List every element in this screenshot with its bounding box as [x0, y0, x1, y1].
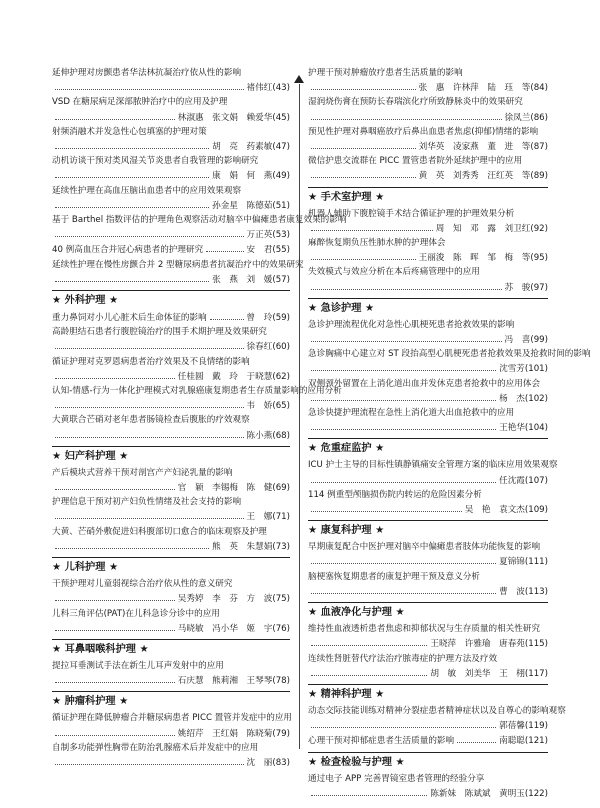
- toc-entry-page: (71): [272, 512, 290, 523]
- toc-entry-line: [308, 473, 548, 488]
- toc-entry-line: [308, 420, 548, 435]
- toc-entry-title: VSD 在糖尿病足深部脓肿治疗中的应用及护理: [52, 97, 228, 108]
- toc-entry-authors: 王丽浚 陈 晖 邹 梅 等: [418, 253, 531, 264]
- section-heading: ★ 精神科护理 ★: [308, 688, 385, 700]
- toc-entry-line: [52, 369, 290, 384]
- toc-entry[interactable]: [308, 488, 548, 517]
- toc-entry-line: [52, 726, 290, 741]
- toc-entry-line: [52, 621, 290, 636]
- section-divider: [52, 691, 290, 692]
- toc-entry[interactable]: [52, 711, 293, 740]
- toc-entry-authors: 张 惠 许林萍 陆 珏 等: [418, 83, 531, 94]
- toc-entry-page: (84): [530, 83, 548, 94]
- toc-entry-authors: 官 颖 李锡梅 陈 健: [177, 483, 273, 494]
- dot-leader: [311, 420, 496, 430]
- toc-entry[interactable]: [52, 355, 290, 384]
- toc-entry-line: [308, 733, 548, 748]
- toc-entry-authors: 苏 骏: [504, 282, 531, 293]
- toc-entry-line: [52, 110, 290, 125]
- toc-entry[interactable]: [308, 458, 558, 487]
- dot-leader: [210, 310, 244, 320]
- toc-entry-page: (79): [272, 728, 290, 739]
- dot-leader: [311, 584, 496, 594]
- toc-entry-authors: 冯 喜: [504, 335, 531, 346]
- toc-entry[interactable]: [52, 213, 347, 242]
- toc-entry-page: (73): [272, 541, 290, 552]
- dot-leader: [55, 80, 244, 90]
- section-heading: ★ 手术室护理 ★: [308, 191, 385, 203]
- dot-leader: [55, 726, 175, 736]
- toc-entry-page: (59): [272, 313, 290, 324]
- toc-entry-authors: 夏锦锦: [499, 557, 525, 568]
- toc-entry[interactable]: [52, 154, 290, 183]
- toc-right-column: [308, 66, 591, 801]
- toc-entry-authors: 褚伟红: [246, 83, 273, 94]
- toc-entry-title: 动态交际技能训练对精神分裂症患者精神症状以及自尊心的影响观察: [308, 705, 566, 716]
- toc-entry-line: [308, 332, 548, 347]
- toc-entry-line: [52, 80, 290, 95]
- toc-entry-title: 产后模块式营养干预对剖宫产产妇泌乳量的影响: [52, 467, 233, 478]
- toc-entry-page: (95): [530, 253, 548, 264]
- toc-entry[interactable]: [308, 318, 548, 347]
- toc-entry-authors: 康 娟 何 燕: [212, 171, 273, 182]
- section-heading: ★ 血液净化与护理 ★: [308, 607, 405, 619]
- toc-entry-line: [308, 221, 548, 236]
- toc-entry-line: [52, 227, 290, 242]
- dot-leader: [311, 280, 502, 290]
- toc-entry-title: 连续性肾脏替代疗法治疗脓毒症的护理方法及疗效: [308, 653, 498, 664]
- toc-entry-line: [308, 139, 548, 154]
- dot-leader: [311, 391, 496, 401]
- toc-entry-line: [52, 539, 290, 554]
- toc-entry-authors: 张 燕 刘 媛: [212, 274, 273, 285]
- toc-entry-page: (75): [272, 594, 290, 605]
- dot-leader: [55, 539, 209, 549]
- dot-leader: [55, 509, 244, 519]
- toc-entry-authors: 南聪聪: [499, 736, 525, 747]
- up-arrow-icon: [294, 75, 304, 83]
- toc-entry[interactable]: [52, 384, 342, 413]
- toc-entry[interactable]: [308, 125, 548, 154]
- toc-entry-title: 双侧颈外留置在上消化道出血并发休克患者抢救中的应用体会: [308, 378, 541, 389]
- dot-leader: [311, 718, 496, 728]
- toc-entry[interactable]: [308, 622, 548, 651]
- section-divider: [308, 602, 548, 603]
- toc-entry-title: 护理信息干预对初产妇负性情绪及社会支持的影响: [52, 497, 242, 508]
- toc-entry-title: 自制多功能弹性胸带在防治乳腺癌术后并发症中的应用: [52, 742, 259, 753]
- toc-entry-page: (86): [530, 112, 548, 123]
- toc-entry-authors: 王晓萍 许雅瑜 唐春苑: [430, 639, 525, 650]
- toc-entry-title: 机器人辅助下腹腔镜手术结合循证护理的护理效果分析: [308, 208, 515, 219]
- toc-entry-line: [308, 554, 548, 569]
- toc-entry-authors: 任沈霞: [499, 475, 525, 486]
- toc-entry-title: 延伸护理对房颤患者华法林抗凝治疗依从性的影响: [52, 68, 242, 78]
- toc-entry-page: (122): [524, 788, 548, 799]
- toc-entry-page: (47): [272, 142, 290, 153]
- toc-entry-title: 延续性护理在慢性房颤合并 2 型糖尿病患者抗凝治疗中的效果研究: [52, 259, 304, 270]
- toc-entry-line: [52, 310, 290, 325]
- toc-entry-page: (65): [272, 401, 290, 412]
- section-heading: ★ 康复科护理 ★: [308, 525, 385, 537]
- toc-entry-authors: 胡 亮 药素敏: [212, 142, 273, 153]
- toc-entry-title: 心理干预对抑郁症患者生活质量的影响: [308, 736, 455, 747]
- section-divider: [52, 290, 290, 291]
- dot-leader: [311, 139, 416, 149]
- toc-entry-authors: 沈雪芳: [499, 364, 525, 375]
- toc-entry-authors: 韦 娇: [246, 401, 273, 412]
- section-heading: ★ 肿瘤科护理 ★: [52, 696, 129, 708]
- toc-entry[interactable]: [52, 495, 290, 524]
- toc-entry[interactable]: [308, 236, 548, 265]
- section-divider: [52, 446, 290, 447]
- toc-entry[interactable]: [308, 265, 548, 294]
- dot-leader: [55, 369, 175, 379]
- toc-entry[interactable]: [308, 154, 548, 183]
- toc-entry[interactable]: [308, 207, 548, 236]
- toc-entry-title: 急诊护理流程优化对急性心肌梗死患者抢救效果的影响: [308, 319, 515, 330]
- toc-entry-line: [308, 636, 548, 651]
- dot-leader: [55, 673, 175, 683]
- toc-entry-title: 早期康复配合中医护理对脑卒中偏瘫患者肢体功能恢复的影响: [308, 542, 541, 553]
- toc-entry-line: [308, 666, 548, 681]
- dot-leader: [311, 666, 427, 676]
- dot-leader: [55, 480, 175, 490]
- toc-entry-title: 循证护理在降低肿瘤合并糖尿病患者 PICC 置管并发症中的应用: [52, 713, 293, 724]
- toc-entry-page: (45): [272, 112, 290, 123]
- toc-entry-page: (60): [272, 342, 290, 353]
- toc-entry-title: 失效模式与效应分析在本后疼痛管理中的应用: [308, 267, 480, 278]
- toc-entry-title: 大黄、芒硝外敷促进妇科腹部切口愈合的临床观察及护理: [52, 526, 267, 537]
- toc-entry-line: [308, 280, 548, 295]
- section-heading: ★ 妇产科护理 ★: [52, 450, 129, 462]
- toc-entry-authors: 曹 波: [499, 586, 525, 597]
- toc-entry-page: (87): [530, 142, 548, 153]
- section-heading: ★ 危重症监护 ★: [308, 443, 385, 455]
- toc-entry-page: (43): [272, 83, 290, 94]
- toc-entry-authors: 石庆慧 熊莉湘 王琴琴: [177, 676, 273, 687]
- toc-entry-page: (117): [524, 668, 548, 679]
- toc-entry-page: (78): [272, 676, 290, 687]
- toc-entry-page: (119): [524, 721, 548, 732]
- dot-leader: [55, 110, 175, 120]
- dot-leader: [457, 733, 496, 743]
- toc-entry-page: (102): [524, 393, 548, 404]
- dot-leader: [311, 361, 496, 371]
- toc-entry-page: (101): [524, 364, 548, 375]
- toc-entry-title: 射频消融术并发急性心包填塞的护理对策: [52, 126, 207, 137]
- toc-entry-page: (68): [272, 430, 290, 441]
- toc-entry-line: [308, 80, 548, 95]
- toc-entry-line: [52, 242, 290, 257]
- toc-entry-title: 通过电子 APP 完善胃镜室患者管理的经验分享: [308, 773, 485, 784]
- toc-entry-page: (89): [530, 171, 548, 182]
- dot-leader: [55, 139, 209, 149]
- toc-entry-line: [52, 591, 290, 606]
- column-divider: [299, 84, 300, 749]
- toc-entry-page: (104): [524, 423, 548, 434]
- toc-entry-line: [308, 361, 548, 376]
- toc-entry[interactable]: [52, 741, 290, 770]
- toc-entry-authors: 姚绍芹 王红娟 陈晓菊: [177, 728, 273, 739]
- toc-entry[interactable]: [52, 413, 290, 442]
- section-divider: [308, 187, 548, 188]
- dot-leader: [311, 786, 427, 796]
- toc-entry[interactable]: [52, 258, 304, 287]
- toc-entry-authors: 沈 丽: [246, 757, 273, 768]
- toc-entry-title: 脑梗塞恢复期患者的康复护理干预及意义分析: [308, 571, 480, 582]
- toc-entry-line: [52, 272, 290, 287]
- toc-entry-line: [308, 110, 548, 125]
- toc-entry[interactable]: [308, 733, 548, 748]
- section-heading: ★ 检查检验与护理 ★: [308, 756, 405, 768]
- toc-entry-authors: 王 娜: [246, 512, 273, 523]
- toc-entry-title: 延续性护理在高血压脑出血患者中的应用效果观察: [52, 185, 242, 196]
- toc-entry-title: 认知-情感-行为一体化护理模式对乳腺癌康复期患者生存质量影响的应用分析: [52, 386, 342, 397]
- section-divider: [308, 684, 548, 685]
- toc-entry-line: [52, 139, 290, 154]
- toc-entry-page: (121): [524, 736, 548, 747]
- dot-leader: [311, 250, 416, 260]
- toc-entry-title: 提拉耳垂测试手法在新生儿耳声发射中的应用: [52, 660, 224, 671]
- section-divider: [308, 298, 548, 299]
- dot-leader: [55, 272, 209, 282]
- toc-entry[interactable]: [52, 607, 290, 636]
- dot-leader: [55, 339, 244, 349]
- toc-entry[interactable]: [308, 772, 548, 801]
- toc-entry-authors: 黄 英 刘秀秀 汪红英 等: [418, 171, 531, 182]
- section-heading: ★ 儿科护理 ★: [52, 562, 119, 574]
- toc-entry[interactable]: [308, 347, 591, 376]
- dot-leader: [311, 473, 496, 483]
- toc-entry-line: [308, 718, 548, 733]
- toc-entry-page: (57): [272, 274, 290, 285]
- toc-entry-authors: 徐凤兰: [504, 112, 531, 123]
- toc-entry[interactable]: [308, 570, 548, 599]
- toc-entry[interactable]: [52, 310, 290, 325]
- toc-entry-line: [308, 391, 548, 406]
- dot-leader: [311, 168, 416, 178]
- toc-entry-title: 儿科三角评估(PAT)在儿科急诊分诊中的应用: [52, 608, 220, 619]
- toc-entry-line: [52, 509, 290, 524]
- toc-entry-line: [308, 786, 548, 801]
- dot-leader: [311, 221, 433, 231]
- toc-entry-page: (99): [530, 335, 548, 346]
- toc-entry-title: 麻醉恢复期负压性肺水肿的护理体会: [308, 238, 446, 249]
- dot-leader: [55, 227, 244, 237]
- toc-entry-authors: 周 知 邓 露 刘卫红: [435, 223, 531, 234]
- toc-entry[interactable]: [308, 66, 548, 95]
- dot-leader: [311, 80, 416, 90]
- dot-leader: [55, 428, 244, 438]
- toc-entry-title: 40 例高血压合并冠心病患者的护理研究: [52, 245, 204, 256]
- toc-entry-page: (69): [272, 483, 290, 494]
- toc-entry-line: [52, 480, 290, 495]
- section-divider: [308, 520, 548, 521]
- dot-leader: [311, 554, 496, 564]
- toc-entry-line: [308, 250, 548, 265]
- toc-entry-page: (113): [524, 586, 548, 597]
- toc-entry-authors: 孙金星 陈德茹: [212, 200, 273, 211]
- toc-entry-page: (76): [272, 623, 290, 634]
- toc-entry-page: (49): [272, 171, 290, 182]
- dot-leader: [55, 168, 209, 178]
- toc-entry[interactable]: [308, 377, 548, 406]
- toc-entry-title: 急诊快捷护理流程在急性上消化道大出血抢救中的应用: [308, 408, 515, 419]
- toc-entry-page: (83): [272, 757, 290, 768]
- toc-entry[interactable]: [52, 184, 290, 213]
- toc-entry[interactable]: [52, 525, 290, 554]
- section-divider: [52, 639, 290, 640]
- toc-entry-title: 高龄胆结石患者行腹腔镜治疗的围手术期护理及效果研究: [52, 327, 267, 338]
- toc-entry-line: [52, 168, 290, 183]
- toc-entry-page: (55): [272, 245, 290, 256]
- toc-entry-authors: 熊 英 朱慧娟: [212, 541, 273, 552]
- toc-entry-authors: 郭蓓馨: [499, 721, 525, 732]
- toc-entry-title: 微信护患交流群在 PICC 置管患者院外延续护理中的应用: [308, 156, 523, 167]
- dot-leader: [55, 591, 175, 601]
- dot-leader: [311, 110, 502, 120]
- section-divider: [308, 438, 548, 439]
- dot-leader: [206, 242, 243, 252]
- toc-entry-authors: 吴 艳 袁文杰: [464, 505, 525, 516]
- section-heading: ★ 外科护理 ★: [52, 295, 119, 307]
- toc-entry-page: (109): [524, 505, 548, 516]
- toc-entry-authors: 万正英: [246, 230, 273, 241]
- toc-entry[interactable]: [52, 325, 290, 354]
- toc-entry-authors: 刘华英 凌家燕 董 进 等: [418, 142, 531, 153]
- toc-entry-authors: 曾 玲: [246, 313, 273, 324]
- toc-entry-authors: 徐春红: [246, 342, 273, 353]
- toc-entry-title: 干预护理对儿童弱视综合治疗依从性的意义研究: [52, 579, 233, 590]
- toc-entry-title: 预见性护理对鼻咽癌放疗后鼻出血患者焦虑(抑郁)情绪的影响: [308, 126, 539, 137]
- toc-entry-authors: 杨 杰: [499, 393, 525, 404]
- toc-entry-title: 急诊胸痛中心建立对 ST 段抬高型心肌梗死患者抢救效果及抢救时间的影响: [308, 349, 591, 360]
- toc-entry-title: 重力鼻饲对小儿心脏术后生命体征的影响: [52, 313, 207, 324]
- toc-entry-line: [52, 398, 290, 413]
- toc-entry[interactable]: [52, 466, 290, 495]
- section-divider: [52, 557, 290, 558]
- dot-leader: [311, 332, 502, 342]
- toc-entry-authors: 王艳华: [499, 423, 525, 434]
- toc-entry-title: 动机访谈干预对类风湿关节炎患者自我管理的影响研究: [52, 156, 259, 167]
- dot-leader: [55, 755, 244, 765]
- toc-entry[interactable]: [52, 659, 290, 688]
- section-heading: ★ 耳鼻咽喉科护理 ★: [52, 643, 149, 655]
- toc-entry-title: 基于 Barthel 指数评估的护理角色观察活动对脑卒中偏瘫患者康复效果的影响: [52, 215, 347, 226]
- toc-entry[interactable]: [308, 704, 566, 733]
- section-heading: ★ 急诊护理 ★: [308, 302, 375, 314]
- dot-leader: [311, 636, 427, 646]
- toc-entry-authors: 林淑惠 张文娟 赖爱华: [177, 112, 273, 123]
- toc-entry-page: (53): [272, 230, 290, 241]
- toc-entry[interactable]: [308, 406, 548, 435]
- toc-entry-line: [52, 673, 290, 688]
- toc-entry-title: ICU 护士主导的目标性镇静镇痛安全管理方案的临床应用效果观察: [308, 460, 558, 471]
- toc-entry-line: [52, 428, 290, 443]
- toc-entry-title: 维持性血液透析患者焦虑和抑郁状况与生存质量的相关性研究: [308, 624, 541, 635]
- toc-entry-page: (111): [524, 557, 548, 568]
- toc-entry-page: (62): [272, 371, 290, 382]
- toc-entry-page: (92): [530, 223, 548, 234]
- toc-entry-page: (97): [530, 282, 548, 293]
- dot-leader: [311, 502, 462, 512]
- toc-entry-line: [52, 198, 290, 213]
- toc-entry[interactable]: [308, 540, 548, 569]
- toc-entry-title: 循证护理对克罗恩病患者治疗效果及不良情绪的影响: [52, 356, 250, 367]
- toc-entry-page: (107): [524, 475, 548, 486]
- toc-entry[interactable]: [52, 95, 290, 124]
- toc-entry-authors: 马晓敏 冯小华 姬 宇: [177, 623, 273, 634]
- toc-entry-line: [308, 584, 548, 599]
- toc-entry-page: (115): [524, 639, 548, 650]
- toc-entry-authors: 陈小燕: [246, 430, 273, 441]
- toc-entry-line: [52, 755, 290, 770]
- toc-entry-authors: 安 君: [246, 245, 273, 256]
- toc-entry[interactable]: [52, 66, 290, 95]
- toc-entry-authors: 任桂圆 戴 玲 于晓慧: [177, 371, 273, 382]
- toc-entry[interactable]: [52, 242, 290, 257]
- toc-entry[interactable]: [52, 125, 290, 154]
- dot-leader: [55, 621, 175, 631]
- toc-entry[interactable]: [308, 652, 548, 681]
- toc-entry-title: 护理干预对肿瘤放疗患者生活质量的影响: [308, 68, 463, 78]
- toc-entry-title: 114 例重型颅脑损伤院内转运的危险因素分析: [308, 489, 482, 500]
- toc-entry-authors: 吴秀婷 李 芬 方 波: [177, 594, 273, 605]
- toc-entry[interactable]: [308, 95, 548, 124]
- toc-entry-line: [52, 339, 290, 354]
- toc-entry[interactable]: [52, 577, 290, 606]
- toc-entry-title: 湿润烧伤膏在预防长春瑞滨化疗所致静脉炎中的效果研究: [308, 97, 523, 108]
- dot-leader: [55, 398, 244, 408]
- toc-entry-line: [308, 168, 548, 183]
- toc-entry-authors: 胡 敏 刘美华 王 栩: [430, 668, 525, 679]
- section-divider: [308, 752, 548, 753]
- toc-entry-page: (51): [272, 200, 290, 211]
- toc-entry-authors: 陈新妹 陈斌斌 黄明玉: [430, 788, 525, 799]
- dot-leader: [55, 198, 209, 208]
- toc-entry-line: [308, 502, 548, 517]
- toc-entry-title: 大黄联合芒硝对老年患者肠镜检查后腹胀的疗效观察: [52, 415, 250, 426]
